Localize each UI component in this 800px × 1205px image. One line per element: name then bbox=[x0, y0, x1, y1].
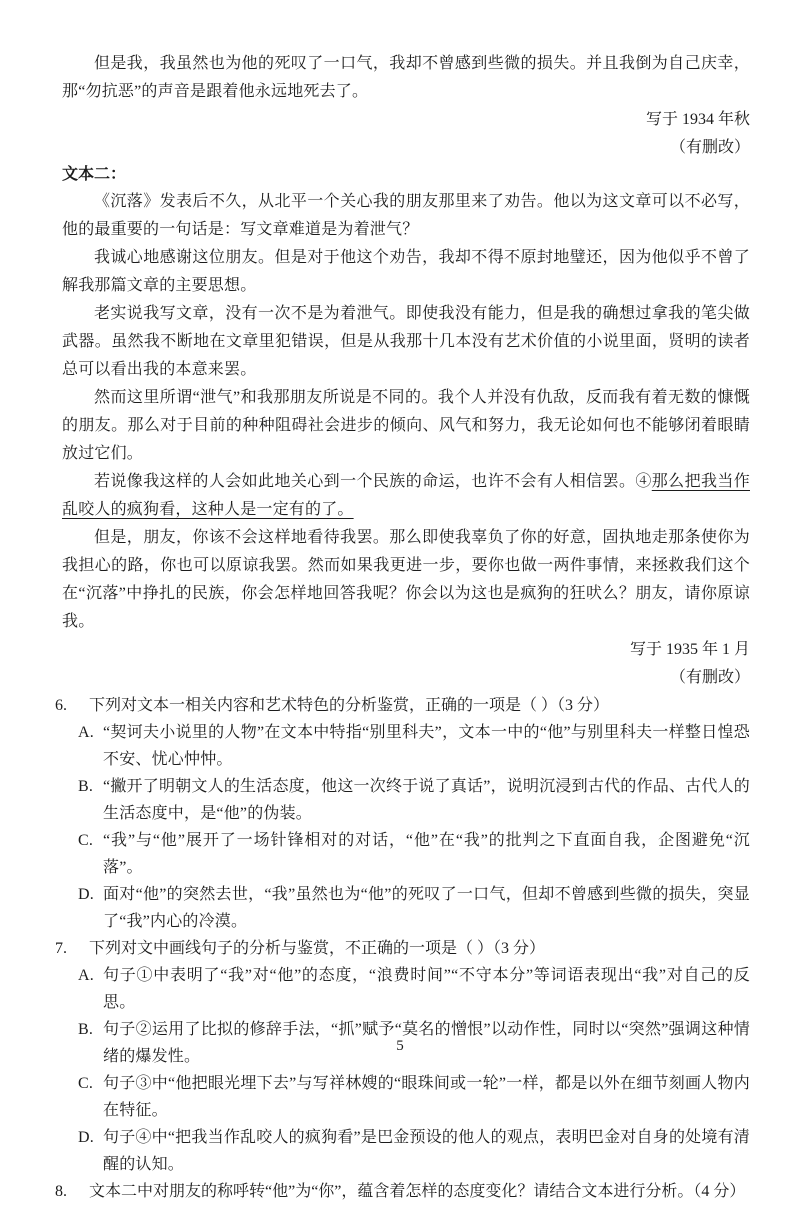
question-6-option-b bbox=[62, 773, 750, 827]
question-7-stem-text: 下列对文中画线句子的分析与鉴赏，不正确的一项是（ ）（3 分） bbox=[89, 940, 546, 957]
option-d-text: 句子④中“把我当作乱咬人的疯狗看”是巴金预设的他人的观点，表明巴金对自身的处境有清醒的认知。 bbox=[103, 1129, 750, 1173]
passage-two-paragraph-3: 老实说我写文章，没有一次不是为着泄气。即使我没有能力，但是我的确想过拿我的笔尖做武器。虽然我不断地在文章里犯错误，但是从我那十几本没有艺术价值的小说里面，贤明的读者总可以看出我的本意来罢。 bbox=[62, 305, 750, 378]
passage-two-paragraph-2: 我诚心地感谢这位朋友。但是对于他这个劝告，我却不得不原封地璧还，因为他似乎不曾了解我那篇文章的主要思想。 bbox=[62, 249, 750, 294]
passage-two-paragraph-5 bbox=[62, 468, 750, 524]
passage-two-heading: 文本二： bbox=[62, 166, 127, 183]
question-7-option-c bbox=[62, 1070, 750, 1124]
passage-one-final-paragraph: 但是我，我虽然也为他的死叹了一口气，我却不曾感到些微的损失。并且我倒为自己庆幸，那“勿抗恶”的声音是跟着他永远地死去了。 bbox=[62, 55, 750, 100]
passage-two-paragraph-4: 然而这里所谓“泄气”和我那朋友所说是不同的。我个人并没有仇敌，反而我有着无数的慷慨的朋友。那么对于目前的种种阻碍社会进步的倾向、风气和努力，我无论如何也不能够闭着眼睛放过它们。 bbox=[62, 389, 750, 462]
question-7-stem bbox=[55, 935, 750, 962]
option-letter-b: B. bbox=[78, 1021, 94, 1038]
option-letter-a: A. bbox=[78, 724, 94, 741]
question-6-number: 6. bbox=[55, 697, 67, 714]
exam-content bbox=[55, 50, 750, 1205]
question-6 bbox=[55, 692, 750, 935]
question-6-stem-text: 下列对文本一相关内容和艺术特色的分析鉴赏，正确的一项是（ ）（3 分） bbox=[89, 697, 610, 714]
question-8 bbox=[55, 1178, 750, 1205]
option-a-text: “契诃夫小说里的人物”在文本中特指“别里科夫”，文本一中的“他”与别里科夫一样整日惶恐不安、忧心忡忡。 bbox=[103, 724, 750, 768]
passage-one-date: 写于 1934 年秋 bbox=[645, 111, 750, 128]
option-c-text: “我”与“他”展开了一场针锋相对的对话，“他”在“我”的批判之下直面自我，企图避免“沉落”。 bbox=[103, 832, 750, 876]
passage-two-paragraph-6: 但是，朋友，你该不会这样地看待我罢。那么即使我辜负了你的好意，固执地走那条使你为我担心的路，你也可以原谅我罢。然而如果我更进一步，要你也做一两件事情，来拯救我们这个在“沉落”中挣扎的民族，你会怎样地回答我呢？你会以为这也是疯狗的狂吠么？朋友，请你原谅我。 bbox=[62, 529, 750, 630]
passage-two-note: （有删改） bbox=[669, 669, 750, 686]
page-number: 5 bbox=[396, 1038, 404, 1054]
option-letter-c: C. bbox=[78, 1075, 94, 1092]
question-7 bbox=[55, 935, 750, 1178]
question-7-number: 7. bbox=[55, 940, 67, 957]
question-7-option-a bbox=[62, 962, 750, 1016]
question-6-option-c bbox=[62, 827, 750, 881]
option-letter-a: A. bbox=[78, 967, 94, 984]
passage-two-date: 写于 1935 年 1 月 bbox=[629, 641, 750, 658]
question-8-number: 8. bbox=[55, 1183, 67, 1200]
option-c-text: 句子③中“他把眼光埋下去”与写祥林嫂的“眼珠间或一轮”一样，都是以外在细节刻画人物内在特征。 bbox=[103, 1075, 750, 1119]
option-d-text: 面对“他”的突然去世，“我”虽然也为“他”的死叹了一口气，但却不曾感到些微的损失，突显了“我”内心的冷漠。 bbox=[103, 886, 750, 930]
question-6-option-a bbox=[62, 719, 750, 773]
underlined-sentence-4: 那么把我当作乱咬人的疯狗看，这种人是一定有的了。 bbox=[62, 473, 750, 518]
question-7-option-d bbox=[62, 1124, 750, 1178]
option-letter-d: D. bbox=[78, 1129, 94, 1146]
option-b-text: 句子②运用了比拟的修辞手法，“抓”赋予“莫名的憎恨”以动作性，同时以“突然”强调这种情绪的爆发性。 bbox=[103, 1021, 750, 1065]
option-letter-b: B. bbox=[78, 778, 94, 795]
question-6-stem bbox=[55, 692, 750, 719]
questions-section bbox=[55, 692, 750, 1205]
passage-two-paragraph-1: 《沉落》发表后不久，从北平一个关心我的朋友那里来了劝告。他以为这文章可以不必写，他的最重要的一句话是：写文章难道是为着泄气？ bbox=[62, 193, 750, 238]
question-8-stem bbox=[55, 1178, 750, 1205]
option-a-text: 句子①中表明了“我”对“他”的态度，“浪费时间”“不守本分”等词语表现出“我”对自己的反思。 bbox=[103, 967, 750, 1011]
option-letter-c: C. bbox=[78, 832, 94, 849]
question-6-option-d bbox=[62, 881, 750, 935]
paragraph-5-plain-text: 若说像我这样的人会如此地关心到一个民族的命运，也许不会有人相信罢。④ bbox=[94, 473, 652, 490]
passage-one-note: （有删改） bbox=[669, 139, 750, 156]
option-letter-d: D. bbox=[78, 886, 94, 903]
question-8-stem-text: 文本二中对朋友的称呼转“他”为“你”，蕴含着怎样的态度变化？请结合文本进行分析。（4 分） bbox=[89, 1183, 746, 1200]
option-b-text: “撇开了明朝文人的生活态度，他这一次终于说了真话”，说明沉浸到古代的作品、古代人的生活态度中，是“他”的伪装。 bbox=[103, 778, 750, 822]
